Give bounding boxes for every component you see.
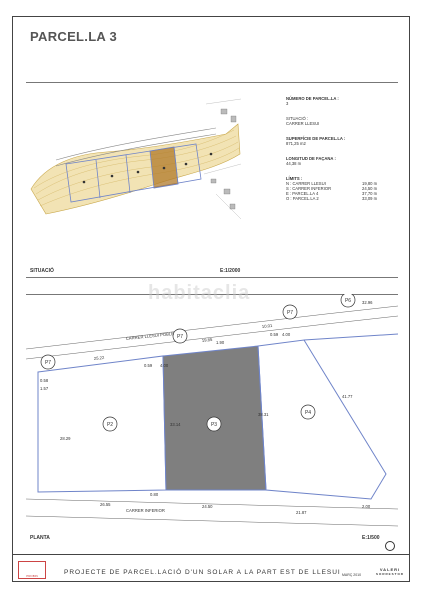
label-p6: P6 xyxy=(344,298,352,304)
dim-d8: 4.00 xyxy=(160,363,169,368)
limit-row: S : CARRER INFERIOR 24,50 m xyxy=(286,186,378,191)
title-block xyxy=(12,554,410,583)
situation-map xyxy=(26,94,246,244)
terrain-band xyxy=(31,124,240,214)
dim-d2: 19.85 xyxy=(201,336,213,343)
dim-d20: 21.87 xyxy=(296,510,307,515)
label-p7-left: P7 xyxy=(44,360,52,366)
parcel-p4 xyxy=(258,340,386,499)
firm-logo: PROBIN xyxy=(18,561,46,579)
dim-d12: 1.57 xyxy=(40,386,49,391)
dim-d7: 0.59 xyxy=(144,363,153,368)
watermark: habitaclia xyxy=(148,282,251,304)
north-arrow-icon xyxy=(385,541,395,551)
dim-d13: 28.29 xyxy=(60,436,71,441)
limit-row: E : PARCEL.LA 4 37,70 m xyxy=(286,191,378,196)
dim-d1: 25.22 xyxy=(93,354,105,361)
street-bottom-label: CARRER INFERIOR xyxy=(126,508,165,513)
label-p4: P4 xyxy=(304,410,312,416)
dim-d14: 33.14 xyxy=(170,422,181,427)
project-title: PROJECTE DE PARCEL.LACIÓ D'UN SOLAR A LA PART EST DE LLESUI xyxy=(64,569,341,576)
situation-label-text: SITUACIÓ xyxy=(30,268,54,274)
parcel-number-value: 3 xyxy=(286,101,289,106)
dim-d3: 10.01 xyxy=(261,322,273,329)
dim-d15: 38.31 xyxy=(258,412,269,417)
dim-d10: 4.00 xyxy=(282,332,291,337)
limits-label: LÍMITS : xyxy=(286,176,303,181)
situation-scale: E:1/2000 xyxy=(220,268,241,274)
limit-row: N : CARRER LLESUI 19,80 m xyxy=(286,181,378,186)
limit-row: O : PARCEL.LA 2 33,09 m xyxy=(286,196,378,201)
label-p3: P3 xyxy=(210,422,218,428)
surface-value: 871,25 m2 xyxy=(286,141,306,146)
dim-d4: 32.96 xyxy=(362,300,373,305)
dim-d16: 41.77 xyxy=(342,394,353,399)
dim-d5: 0.58 xyxy=(40,378,49,383)
dim-d19: 24.50 xyxy=(202,504,213,509)
label-p7-mid: P7 xyxy=(176,334,184,340)
project-date: MARÇ 2010 xyxy=(342,573,362,577)
dim-d17: 0.80 xyxy=(150,492,159,497)
dim-d18: 26.55 xyxy=(100,502,111,507)
parcel-p2 xyxy=(38,356,166,492)
label-p2: P2 xyxy=(106,422,114,428)
dim-d9: 0.59 xyxy=(270,332,279,337)
plan-drawing xyxy=(26,294,398,534)
situation-label: SITUACIÓ : xyxy=(286,116,309,121)
parcel-number-label: NÚMERO DE PARCEL.LA : xyxy=(286,96,339,101)
surface-label: SUPERFÍCIE DE PARCEL.LA : xyxy=(286,136,346,141)
right-boundary xyxy=(304,334,398,340)
parcel-info xyxy=(286,96,394,201)
facade-value: 44,38 m xyxy=(286,161,302,166)
situation-value: CARRER LLESUI xyxy=(286,121,320,126)
street-top-label: CARRER LLESUI POBLE xyxy=(125,330,175,341)
facade-label: LONGITUD DE FAÇANA : xyxy=(286,156,336,161)
firm-name: VALERI SORRESTOR xyxy=(376,567,404,576)
plan-scale: E:1/500 xyxy=(362,535,380,541)
plan-label: PLANTA xyxy=(30,535,50,541)
page-title: PARCEL.LA 3 xyxy=(30,29,118,44)
dim-d21: 2.00 xyxy=(362,504,371,509)
dim-d6: 1.90 xyxy=(216,340,225,345)
label-p7-right: P7 xyxy=(286,310,294,316)
